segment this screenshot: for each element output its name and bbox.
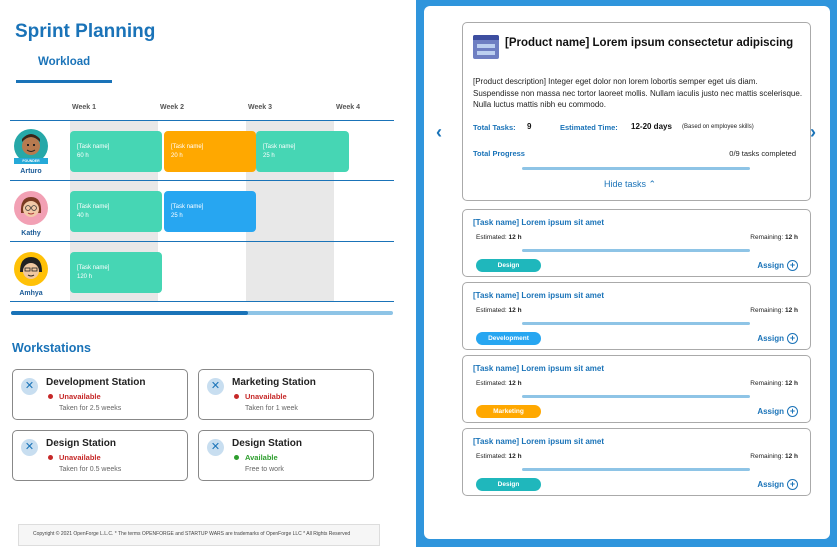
total-progress-bar — [522, 167, 750, 170]
plus-circle-icon[interactable]: + — [787, 260, 798, 271]
task-block[interactable] — [164, 131, 256, 172]
task-card[interactable] — [462, 209, 811, 277]
task-progress-bar — [522, 322, 750, 325]
task-block-hours: 25 h — [263, 153, 275, 159]
chevron-up-icon: ⌃ — [648, 179, 657, 189]
task-tag: Design — [476, 478, 541, 491]
avatar-face-icon — [14, 191, 48, 225]
station-detail: Taken for 2.5 weeks — [59, 405, 122, 412]
estimated-time-note: (Based on employee skills) — [682, 124, 754, 130]
station-detail: Free to work — [245, 466, 284, 473]
product-description: [Product description] Integer eget dolor non lorem lobortis semper eget uis diam. Suspendisse non massa nec tortor laoreet mollis. Nullam iaculis justo nec mattis scelerisque. Nulla luctus mattis nibh eu commodo. — [473, 77, 803, 109]
total-tasks-label: Total Tasks: — [473, 123, 516, 132]
row-divider — [10, 301, 394, 302]
page-title: Sprint Planning — [15, 21, 156, 42]
task-estimated: Estimated: 12 h — [476, 307, 522, 314]
row-divider — [10, 180, 394, 181]
status-dot — [234, 455, 239, 460]
tools-icon: ✕ — [207, 378, 224, 395]
plus-circle-icon[interactable]: + — [787, 333, 798, 344]
status-dot — [48, 394, 53, 399]
tab-underline — [16, 80, 112, 83]
task-remaining: Remaining: 12 h — [750, 380, 798, 387]
total-tasks-value: 9 — [527, 122, 532, 131]
task-remaining: Remaining: 12 h — [750, 453, 798, 460]
task-card[interactable] — [462, 428, 811, 496]
chevron-right-icon[interactable]: › — [810, 122, 816, 142]
task-estimated: Estimated: 12 h — [476, 380, 522, 387]
assign-button[interactable]: Assign — [757, 407, 784, 416]
workstation-card[interactable] — [12, 430, 188, 481]
product-card — [462, 22, 811, 201]
person-name: Arturo — [20, 168, 42, 175]
product-title: [Product name] Lorem ipsum consectetur adipiscing — [505, 37, 794, 49]
task-block-name: [Task name] — [263, 144, 296, 150]
workstations-title: Workstations — [12, 341, 91, 355]
task-tag: Design — [476, 259, 541, 272]
chevron-left-icon[interactable]: ‹ — [436, 122, 442, 142]
status-dot — [234, 394, 239, 399]
task-card[interactable] — [462, 355, 811, 423]
station-status: Unavailable — [245, 392, 287, 401]
station-name: Marketing Station — [232, 377, 316, 388]
workload-scroll-thumb[interactable] — [11, 311, 248, 315]
week-label: Week 3 — [248, 104, 272, 111]
station-status: Unavailable — [59, 392, 101, 401]
row-divider — [10, 120, 394, 121]
plus-circle-icon[interactable]: + — [787, 406, 798, 417]
task-estimated: Estimated: 12 h — [476, 234, 522, 241]
workstation-card[interactable] — [198, 430, 374, 481]
estimated-time-label: Estimated Time: — [560, 123, 618, 132]
task-block[interactable] — [70, 131, 162, 172]
task-card-title: [Task name] Lorem ipsum sit amet — [473, 364, 604, 373]
task-estimated: Estimated: 12 h — [476, 453, 522, 460]
task-block[interactable] — [256, 131, 349, 172]
avatar-face-icon — [14, 252, 48, 286]
footer-copyright: Copyright © 2021 OpenForge L.L.C. * The terms OPENFORGE and STARTUP WARS are trademarks of OpenForge LLC * All Rights Reserved — [18, 524, 380, 546]
task-block-name: [Task name] — [77, 144, 110, 150]
task-card-title: [Task name] Lorem ipsum sit amet — [473, 437, 604, 446]
person-name: Kathy — [21, 230, 41, 237]
founder-badge: FOUNDER — [14, 158, 48, 164]
tools-icon: ✕ — [207, 439, 224, 456]
task-card[interactable] — [462, 282, 811, 350]
tools-icon: ✕ — [21, 439, 38, 456]
task-remaining: Remaining: 12 h — [750, 234, 798, 241]
station-detail: Taken for 1 week — [245, 405, 298, 412]
tools-icon: ✕ — [21, 378, 38, 395]
task-block-name: [Task name] — [171, 204, 204, 210]
task-block-name: [Task name] — [77, 204, 110, 210]
avatar[interactable] — [14, 191, 48, 225]
workstation-card[interactable] — [12, 369, 188, 420]
total-progress-label: Total Progress — [473, 149, 525, 158]
assign-button[interactable]: Assign — [757, 480, 784, 489]
task-block-hours: 60 h — [77, 153, 89, 159]
status-dot — [48, 455, 53, 460]
task-block-hours: 120 h — [77, 274, 93, 280]
hide-tasks-label: Hide tasks — [604, 179, 647, 189]
task-block-name: [Task name] — [171, 144, 204, 150]
estimated-time-value: 12-20 days — [631, 122, 672, 131]
avatar[interactable] — [14, 252, 48, 286]
week-label: Week 1 — [72, 104, 96, 111]
task-block[interactable] — [164, 191, 256, 232]
station-status: Unavailable — [59, 453, 101, 462]
task-progress-bar — [522, 249, 750, 252]
tab-workload[interactable]: Workload — [38, 56, 91, 68]
station-name: Development Station — [46, 377, 146, 388]
task-remaining: Remaining: 12 h — [750, 307, 798, 314]
product-panel — [424, 6, 830, 539]
task-block-name: [Task name] — [77, 265, 110, 271]
person-name: Amhya — [19, 290, 43, 297]
task-progress-bar — [522, 468, 750, 471]
product-sidebar — [416, 0, 837, 547]
station-status: Available — [245, 453, 278, 462]
task-block-hours: 25 h — [171, 213, 183, 219]
station-name: Design Station — [232, 438, 303, 449]
week-label: Week 2 — [160, 104, 184, 111]
total-progress-text: 0/9 tasks completed — [729, 149, 796, 158]
assign-button[interactable]: Assign — [757, 261, 784, 270]
workload-panel — [0, 0, 410, 547]
browser-window-icon — [473, 35, 499, 59]
station-name: Design Station — [46, 438, 117, 449]
assign-button[interactable]: Assign — [757, 334, 784, 343]
task-block-hours: 40 h — [77, 213, 89, 219]
task-progress-bar — [522, 395, 750, 398]
hide-tasks-button[interactable] — [604, 179, 656, 190]
workstation-card[interactable] — [198, 369, 374, 420]
task-tag: Development — [476, 332, 541, 345]
station-detail: Taken for 0.5 weeks — [59, 466, 122, 473]
task-block[interactable] — [70, 191, 162, 232]
plus-circle-icon[interactable]: + — [787, 479, 798, 490]
task-block[interactable] — [70, 252, 162, 293]
week-label: Week 4 — [336, 104, 360, 111]
task-card-title: [Task name] Lorem ipsum sit amet — [473, 291, 604, 300]
task-card-title: [Task name] Lorem ipsum sit amet — [473, 218, 604, 227]
task-block-hours: 20 h — [171, 153, 183, 159]
task-tag: Marketing — [476, 405, 541, 418]
row-divider — [10, 241, 394, 242]
